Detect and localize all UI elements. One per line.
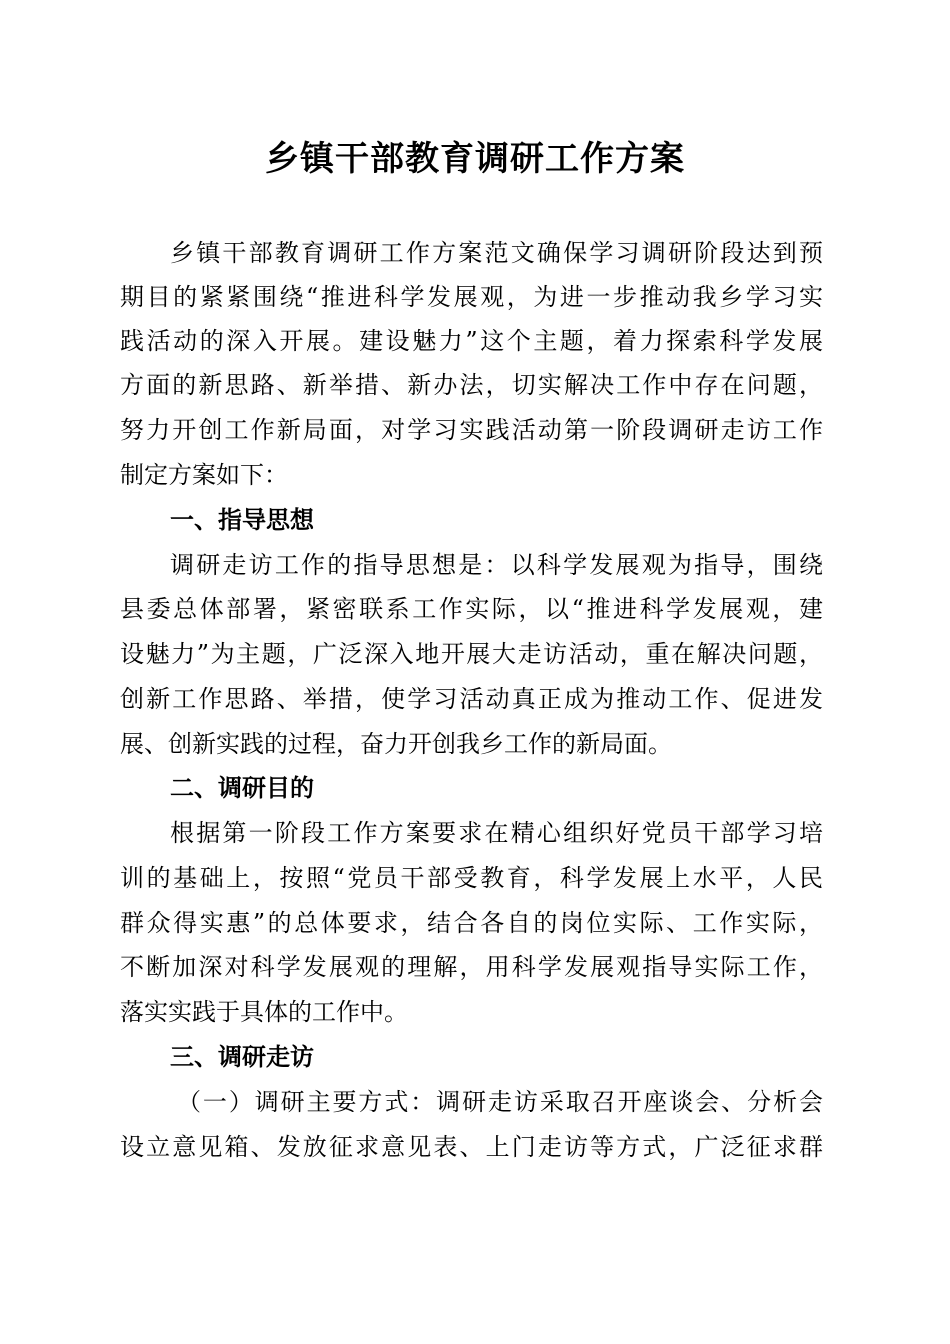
paragraph-line: 不断加深对科学发展观的理解，用科学发展观指导实际工作，: [120, 953, 823, 981]
section-heading: 三、调研走访: [170, 1043, 314, 1071]
paragraph-line: 设立意见箱、发放征求意见表、上门走访等方式，广泛征求群: [120, 1133, 823, 1161]
section-heading: 一、指导思想: [170, 506, 314, 534]
document-title: 乡镇干部教育调研工作方案: [265, 139, 685, 179]
section-heading: 二、调研目的: [170, 774, 314, 802]
paragraph-line: 乡镇干部教育调研工作方案范文确保学习调研阶段达到预: [170, 239, 823, 267]
paragraph-line: 群众得实惠”的总体要求，结合各自的岗位实际、工作实际，: [120, 909, 823, 937]
paragraph-line: （一）调研主要方式：调研走访采取召开座谈会、分析会: [177, 1088, 823, 1116]
paragraph-line: 县委总体部署，紧密联系工作实际，以“推进科学发展观，建: [120, 595, 823, 623]
paragraph-line: 创新工作思路、举措，使学习活动真正成为推动工作、促进发: [120, 685, 823, 713]
paragraph-line: 设魅力”为主题，广泛深入地开展大走访活动，重在解决问题，: [120, 640, 823, 668]
paragraph-line: 践活动的深入开展。建设魅力”这个主题，着力探索科学发展: [120, 327, 823, 355]
paragraph-line: 方面的新思路、新举措、新办法，切实解决工作中存在问题，: [120, 371, 823, 399]
paragraph-line: 期目的紧紧围绕“推进科学发展观，为进一步推动我乡学习实: [120, 283, 823, 311]
paragraph-line: 训的基础上，按照“党员干部受教育，科学发展上水平，人民: [120, 864, 823, 892]
paragraph-line: 展、创新实践的过程，奋力开创我乡工作的新局面。: [120, 730, 672, 758]
paragraph-line: 调研走访工作的指导思想是：以科学发展观为指导，围绕: [170, 551, 823, 579]
paragraph-line: 制定方案如下：: [120, 461, 288, 489]
paragraph-line: 根据第一阶段工作方案要求在精心组织好党员干部学习培: [170, 819, 823, 847]
paragraph-line: 努力开创工作新局面，对学习实践活动第一阶段调研走访工作: [120, 416, 823, 444]
paragraph-line: 落实实践于具体的工作中。: [120, 998, 408, 1026]
